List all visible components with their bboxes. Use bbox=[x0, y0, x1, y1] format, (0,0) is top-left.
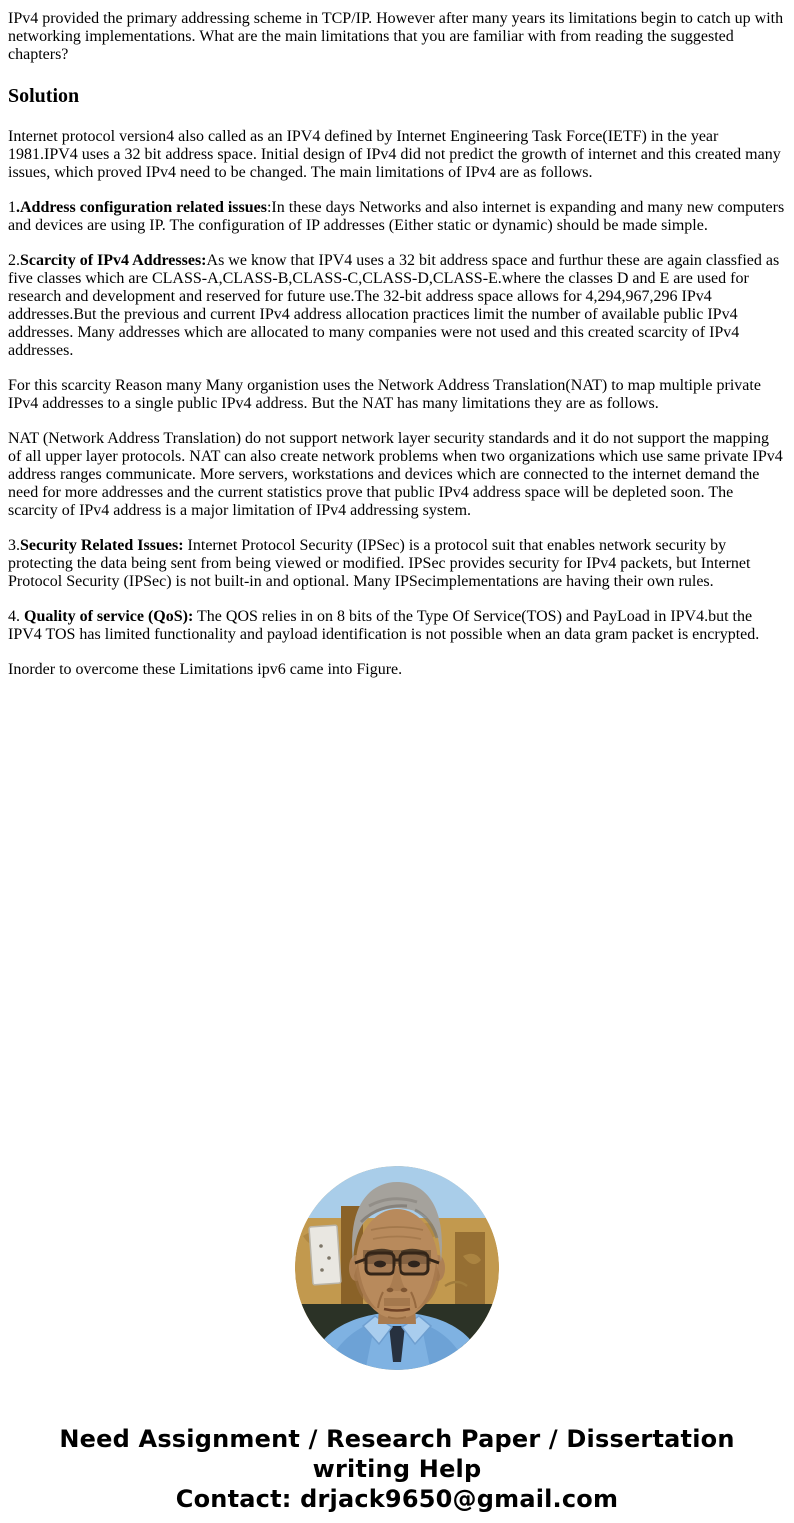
limitation-4-title: Quality of service (QoS): bbox=[24, 608, 194, 625]
footer-line-2: writing Help bbox=[312, 1455, 482, 1483]
avatar bbox=[295, 1166, 499, 1370]
tutor-photo-illustration bbox=[295, 1166, 499, 1370]
limitation-3 bbox=[8, 537, 786, 591]
document-body bbox=[0, 10, 794, 679]
limitation-2 bbox=[8, 252, 786, 360]
limitation-3-title: Security Related Issues: bbox=[20, 537, 184, 554]
contact-email: Contact: drjack9650@gmail.com bbox=[175, 1485, 619, 1513]
closing-paragraph: Inorder to overcome these Limitations ipv6 came into Figure. bbox=[8, 661, 403, 678]
limitation-2-number: 2. bbox=[8, 252, 20, 269]
limitation-4-number: 4. bbox=[8, 608, 24, 625]
footer-line-1: Need Assignment / Research Paper / Dissertation bbox=[59, 1425, 735, 1453]
nat-detail-paragraph: NAT (Network Address Translation) do not support network layer security standards and it do not support the mapping of all upper layer protocols. NAT can also create network problems when two organizations which use same private IPv4 address ranges communicate. More servers, workstations and devices which are connected to the internet demand the need for more addresses and the current statistics prove that public IPv4 address space will be depleted soon. The scarcity of IPv4 address is a major limitation of IPv4 addressing system. bbox=[8, 430, 783, 519]
solution-heading: Solution bbox=[8, 85, 80, 107]
limitation-3-number: 3. bbox=[8, 537, 20, 554]
question-text: IPv4 provided the primary addressing scheme in TCP/IP. However after many years its limitations begin to catch up with networking implementations. What are the main limitations that you are familiar with from reading the suggested chapters? bbox=[8, 10, 784, 63]
avatar-container bbox=[0, 1166, 794, 1375]
intro-paragraph: Internet protocol version4 also called as an IPV4 defined by Internet Engineering Task Force(IETF) in the year 1981.IPV4 uses a 32 bit address space. Initial design of IPv4 did not predict the growth of internet and this created many issues, which proved IPv4 need to be changed. The main limitations of IPv4 are as follows. bbox=[8, 128, 781, 181]
limitation-3-body: Internet Protocol Security (IPSec) is a protocol suit that enables network security by protecting the data being sent from being viewed or modified. IPSec provides security for IPv4 packets, but Internet Protocol Security (IPSec) is not built-in and optional. Many IPSecimplementations are having their own rules. bbox=[8, 537, 751, 590]
footer-banner bbox=[0, 1424, 794, 1514]
limitation-1-number: 1 bbox=[8, 199, 16, 216]
limitation-2-title: Scarcity of IPv4 Addresses: bbox=[20, 252, 207, 269]
limitation-4 bbox=[8, 608, 786, 644]
nat-intro-paragraph: For this scarcity Reason many Many organistion uses the Network Address Translation(NAT) to map multiple private IPv4 addresses to a single public IPv4 address. But the NAT has many limitations they are as follows. bbox=[8, 377, 761, 412]
limitation-1 bbox=[8, 199, 786, 235]
limitation-4-body: The QOS relies in on 8 bits of the Type Of Service(TOS) and PayLoad in IPV4.but the IPV4 TOS has limited functionality and payload identification is not possible when an data gram packet is encrypted. bbox=[8, 608, 760, 643]
limitation-1-title: .Address configuration related issues bbox=[16, 199, 267, 216]
limitation-1-body: :In these days Networks and also internet is expanding and many new computers and devices are using IP. The configuration of IP addresses (Either static or dynamic) should be made simple. bbox=[8, 199, 785, 234]
limitation-2-body: As we know that IPV4 uses a 32 bit address space and furthur these are again classfied as five classes which are CLASS-A,CLASS-B,CLASS-C,CLASS-D,CLASS-E.where the classes D and E are used for research and development and reserved for future use.The 32-bit address space allows for 4,294,967,296 IPv4 addresses.But the previous and current IPv4 address allocation practices limit the number of available public IPv4 addresses. Many addresses which are allocated to many companies were not used and this created scarcity of IPv4 addresses. bbox=[8, 252, 780, 359]
